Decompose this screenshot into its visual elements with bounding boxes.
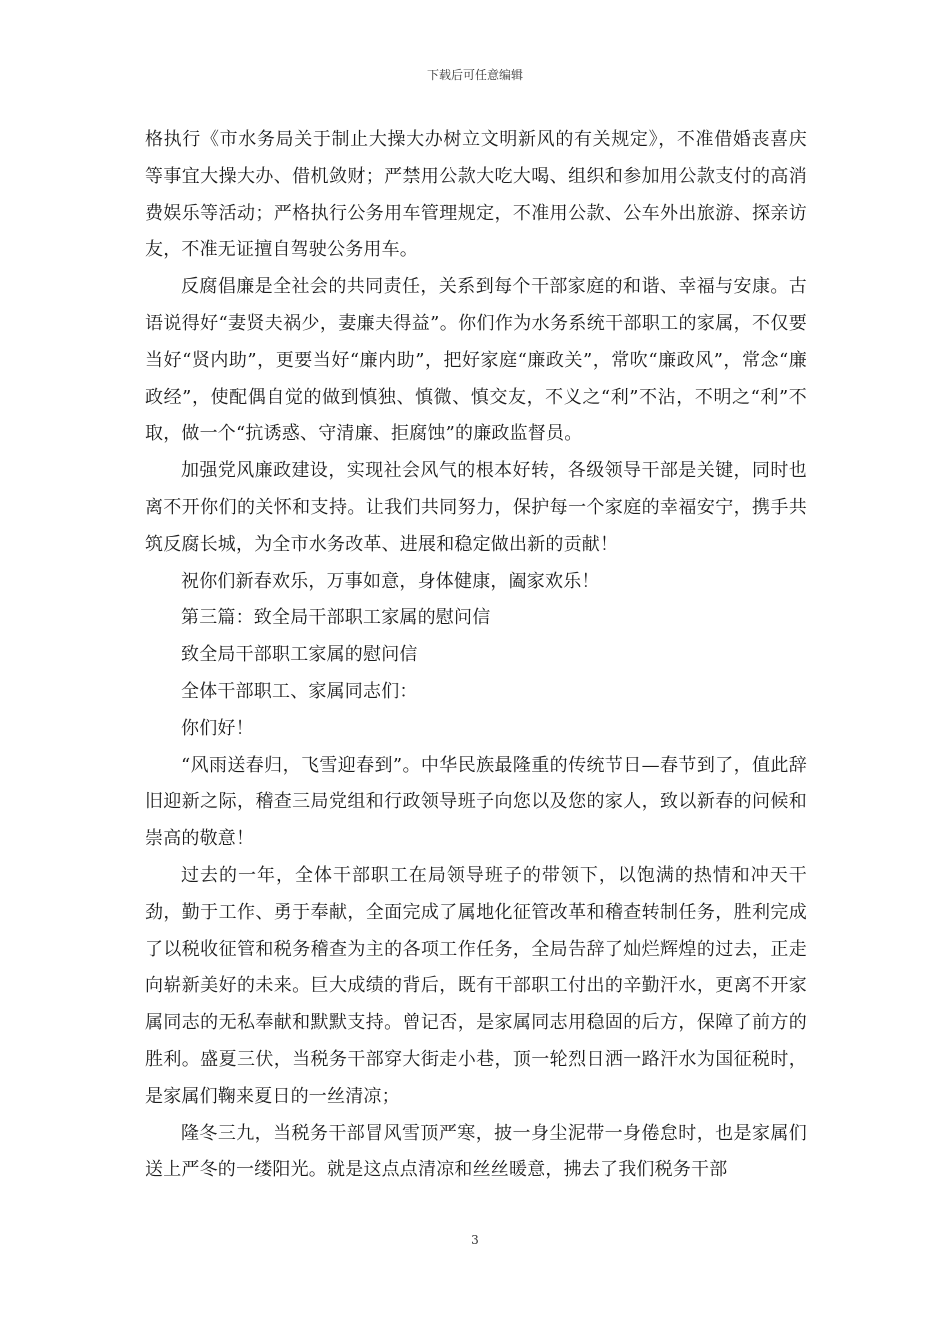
- section-heading: 第三篇：致全局干部职工家属的慰问信: [181, 607, 491, 629]
- letter-title: 致全局干部职工家属的慰问信: [181, 644, 418, 666]
- paragraph: 格执行《市水务局关于制止大操大办树立文明新风的有关规定》，不准借婚丧喜庆等事宜大操大办、借机敛财；严禁用公款大吃大喝、组织和参加用公款支付的高消费娱乐等活动；严格执行公务用车管理规定，不准用公款、公车外出旅游、探亲访友，不准无证擅自驾驶公务用车。: [145, 129, 807, 261]
- letter-greeting: 你们好！: [181, 717, 254, 739]
- paragraph: 加强党风廉政建设，实现社会风气的根本好转，各级领导干部是关键，同时也离不开你们的关怀和支持。让我们共同努力，保护每一个家庭的幸福安宁，携手共筑反腐长城，为全市水务改革、进展和稳定做出新的贡献！: [145, 460, 807, 555]
- paragraph: “风雨送春归，飞雪迎春到”。中华民族最隆重的传统节日—春节到了，值此辞旧迎新之际，稽查三局党组和行政领导班子向您以及您的家人，致以新春的问候和崇高的敬意！: [145, 754, 807, 850]
- page-number: 3: [471, 1233, 479, 1247]
- letter-salutation: 全体干部职工、家属同志们：: [181, 680, 418, 702]
- paragraph: 反腐倡廉是全社会的共同责任，关系到每个干部家庭的和谐、幸福与安康。古语说得好“妻贤夫祸少，妻廉夫得益”。你们作为水务系统干部职工的家属，不仅要当好“贤内助”，更要当好“廉内助”，把好家庭“廉政关”，常吹“廉政风”，常念“廉政经”，使配偶自觉的做到慎独、慎微、慎交友，不义之“利”不沾，不明之“利”不取，做一个“抗诱惑、守清廉、拒腐蚀”的廉政监督员。: [145, 276, 807, 445]
- paragraph: 祝你们新春欢乐，万事如意，身体健康，阖家欢乐！: [181, 570, 600, 592]
- paragraph: 隆冬三九，当税务干部冒风雪顶严寒，披一身尘泥带一身倦怠时，也是家属们送上严冬的一缕阳光。就是这点点清凉和丝丝暖意，拂去了我们税务干部: [145, 1122, 807, 1181]
- page-header: 下载后可任意编辑: [426, 68, 523, 82]
- document-body: [145, 122, 807, 1189]
- paragraph: 过去的一年，全体干部职工在局领导班子的带领下，以饱满的热情和冲天干劲，勤于工作、勇于奉献，全面完成了属地化征管改革和稽查转制任务，胜利完成了以税收征管和税务稽查为主的各项工作任务，全局告辞了灿烂辉煌的过去，正走向崭新美好的未来。巨大成绩的背后，既有干部职工付出的辛勤汗水，更离不开家属同志的无私奉献和默默支持。曾记否，是家属同志用稳固的后方，保障了前方的胜利。盛夏三伏，当税务干部穿大街走小巷，顶一轮烈日洒一路汗水为国征税时，是家属们鞠来夏日的一丝清凉；: [145, 864, 807, 1107]
